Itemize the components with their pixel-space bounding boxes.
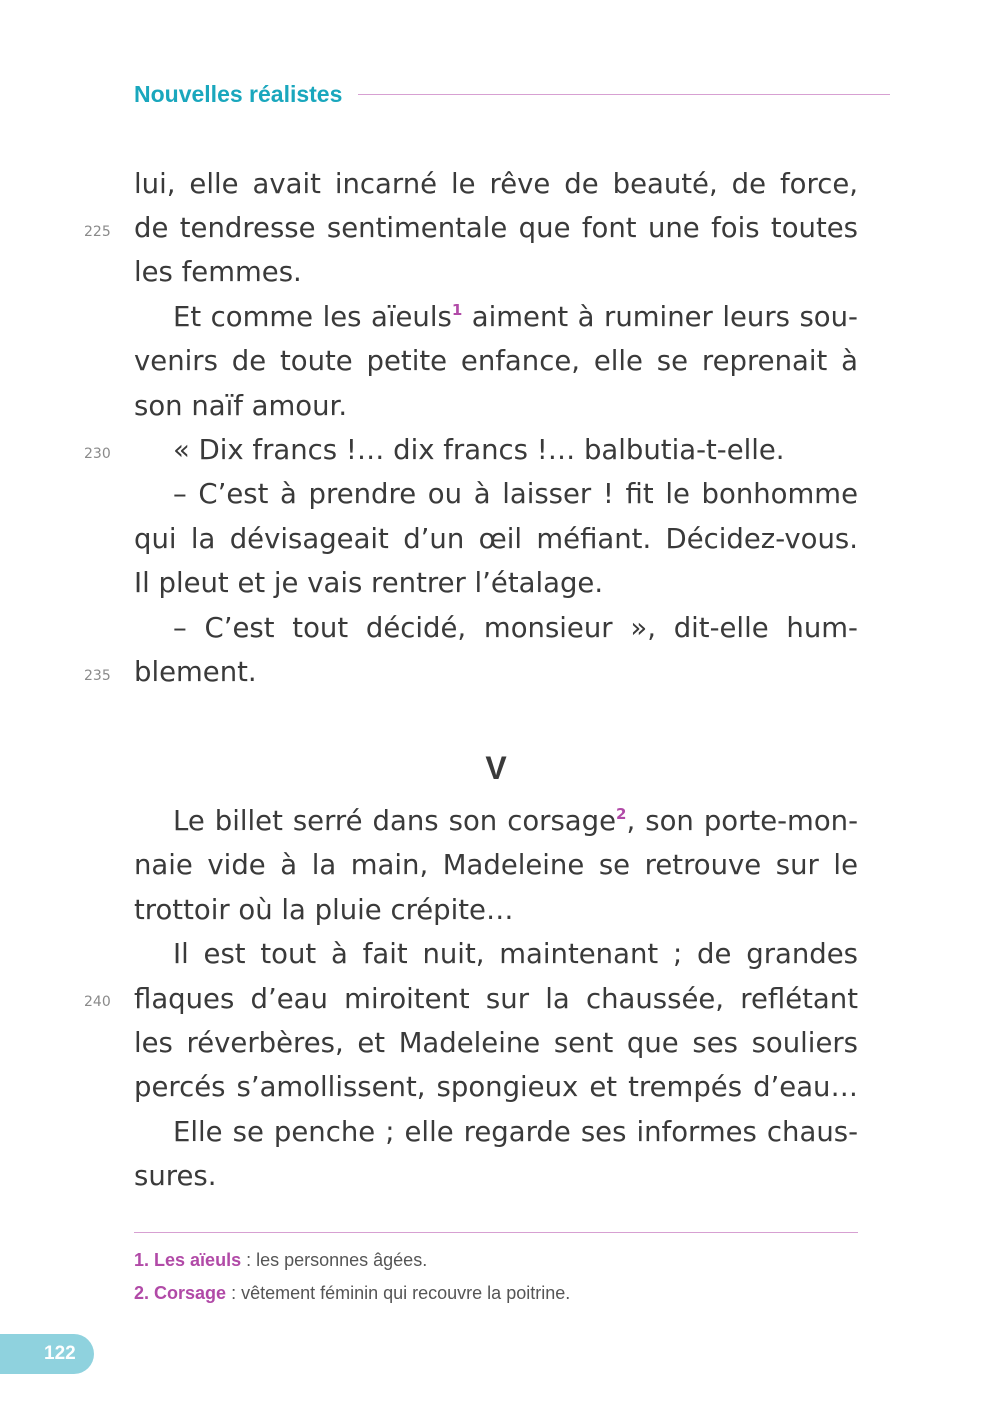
footnote-number: 2. [134, 1283, 150, 1303]
text-line [134, 799, 858, 843]
text-line: venirs de toute petite enfance, elle se reprenait à [134, 345, 858, 377]
text-line: son naïf amour. [134, 390, 348, 422]
text-line: lui, elle avait incarné le rêve de beauté, de force, [134, 168, 858, 200]
running-header [134, 78, 890, 110]
text-fragment: Et comme les aïeuls [173, 301, 452, 333]
line-number: 235 [84, 668, 111, 684]
footnote-rule [134, 1232, 858, 1233]
footnote-number: 1. [134, 1250, 150, 1270]
text-line: Il pleut et je vais rentrer l’étalage. [134, 567, 604, 599]
text-fragment: , son porte-mon- [626, 805, 859, 837]
page-number: 122 [44, 1343, 76, 1364]
text-line: flaques d’eau miroitent sur la chaussée, reflétant [134, 983, 858, 1015]
footnote [134, 1279, 858, 1307]
header-rule [358, 94, 890, 95]
running-header-title: Nouvelles réalistes [134, 80, 343, 107]
line-number: 230 [84, 446, 111, 462]
text-fragment: aiment à ruminer leurs sou- [462, 301, 858, 333]
text-line: « Dix francs !… dix francs !… balbutia-t-elle. [173, 434, 785, 466]
text-line: trottoir où la pluie crépite… [134, 894, 514, 926]
footnote-definition: : vêtement féminin qui recouvre la poitrine. [226, 1283, 571, 1303]
text-line: Elle se penche ; elle regarde ses informes chaus- [173, 1116, 858, 1148]
footnote-marker: 1 [451, 301, 463, 319]
chapter-heading: V [485, 750, 507, 786]
footnote-term: Les aïeuls [154, 1250, 242, 1270]
text-line: – C’est à prendre ou à laisser ! fit le bonhomme [173, 478, 858, 510]
text-line: les réverbères, et Madeleine sent que ses souliers [134, 1027, 858, 1059]
footnote-definition: : les personnes âgées. [241, 1250, 428, 1270]
footnote [134, 1246, 858, 1274]
text-fragment: Le billet serré dans son corsage [173, 805, 617, 837]
line-number: 225 [84, 224, 111, 240]
text-line: naie vide à la main, Madeleine se retrouve sur le [134, 849, 858, 881]
text-line [134, 295, 858, 339]
text-line: Il est tout à fait nuit, maintenant ; de grandes [173, 938, 858, 970]
footnote-marker: 2 [616, 805, 627, 823]
text-line: de tendresse sentimentale que font une fois toutes [134, 212, 858, 244]
text-line: sures. [134, 1160, 217, 1192]
text-line: blement. [134, 656, 257, 688]
text-line: percés s’amollissent, spongieux et trempés d’eau… [134, 1071, 858, 1103]
line-number: 240 [84, 994, 111, 1010]
text-line: les femmes. [134, 256, 302, 288]
text-line: qui la dévisageait d’un œil méfiant. Décidez-vous. [134, 523, 858, 555]
footnote-term: Corsage [154, 1283, 227, 1303]
text-line: – C’est tout décidé, monsieur », dit-elle hum- [173, 612, 858, 644]
